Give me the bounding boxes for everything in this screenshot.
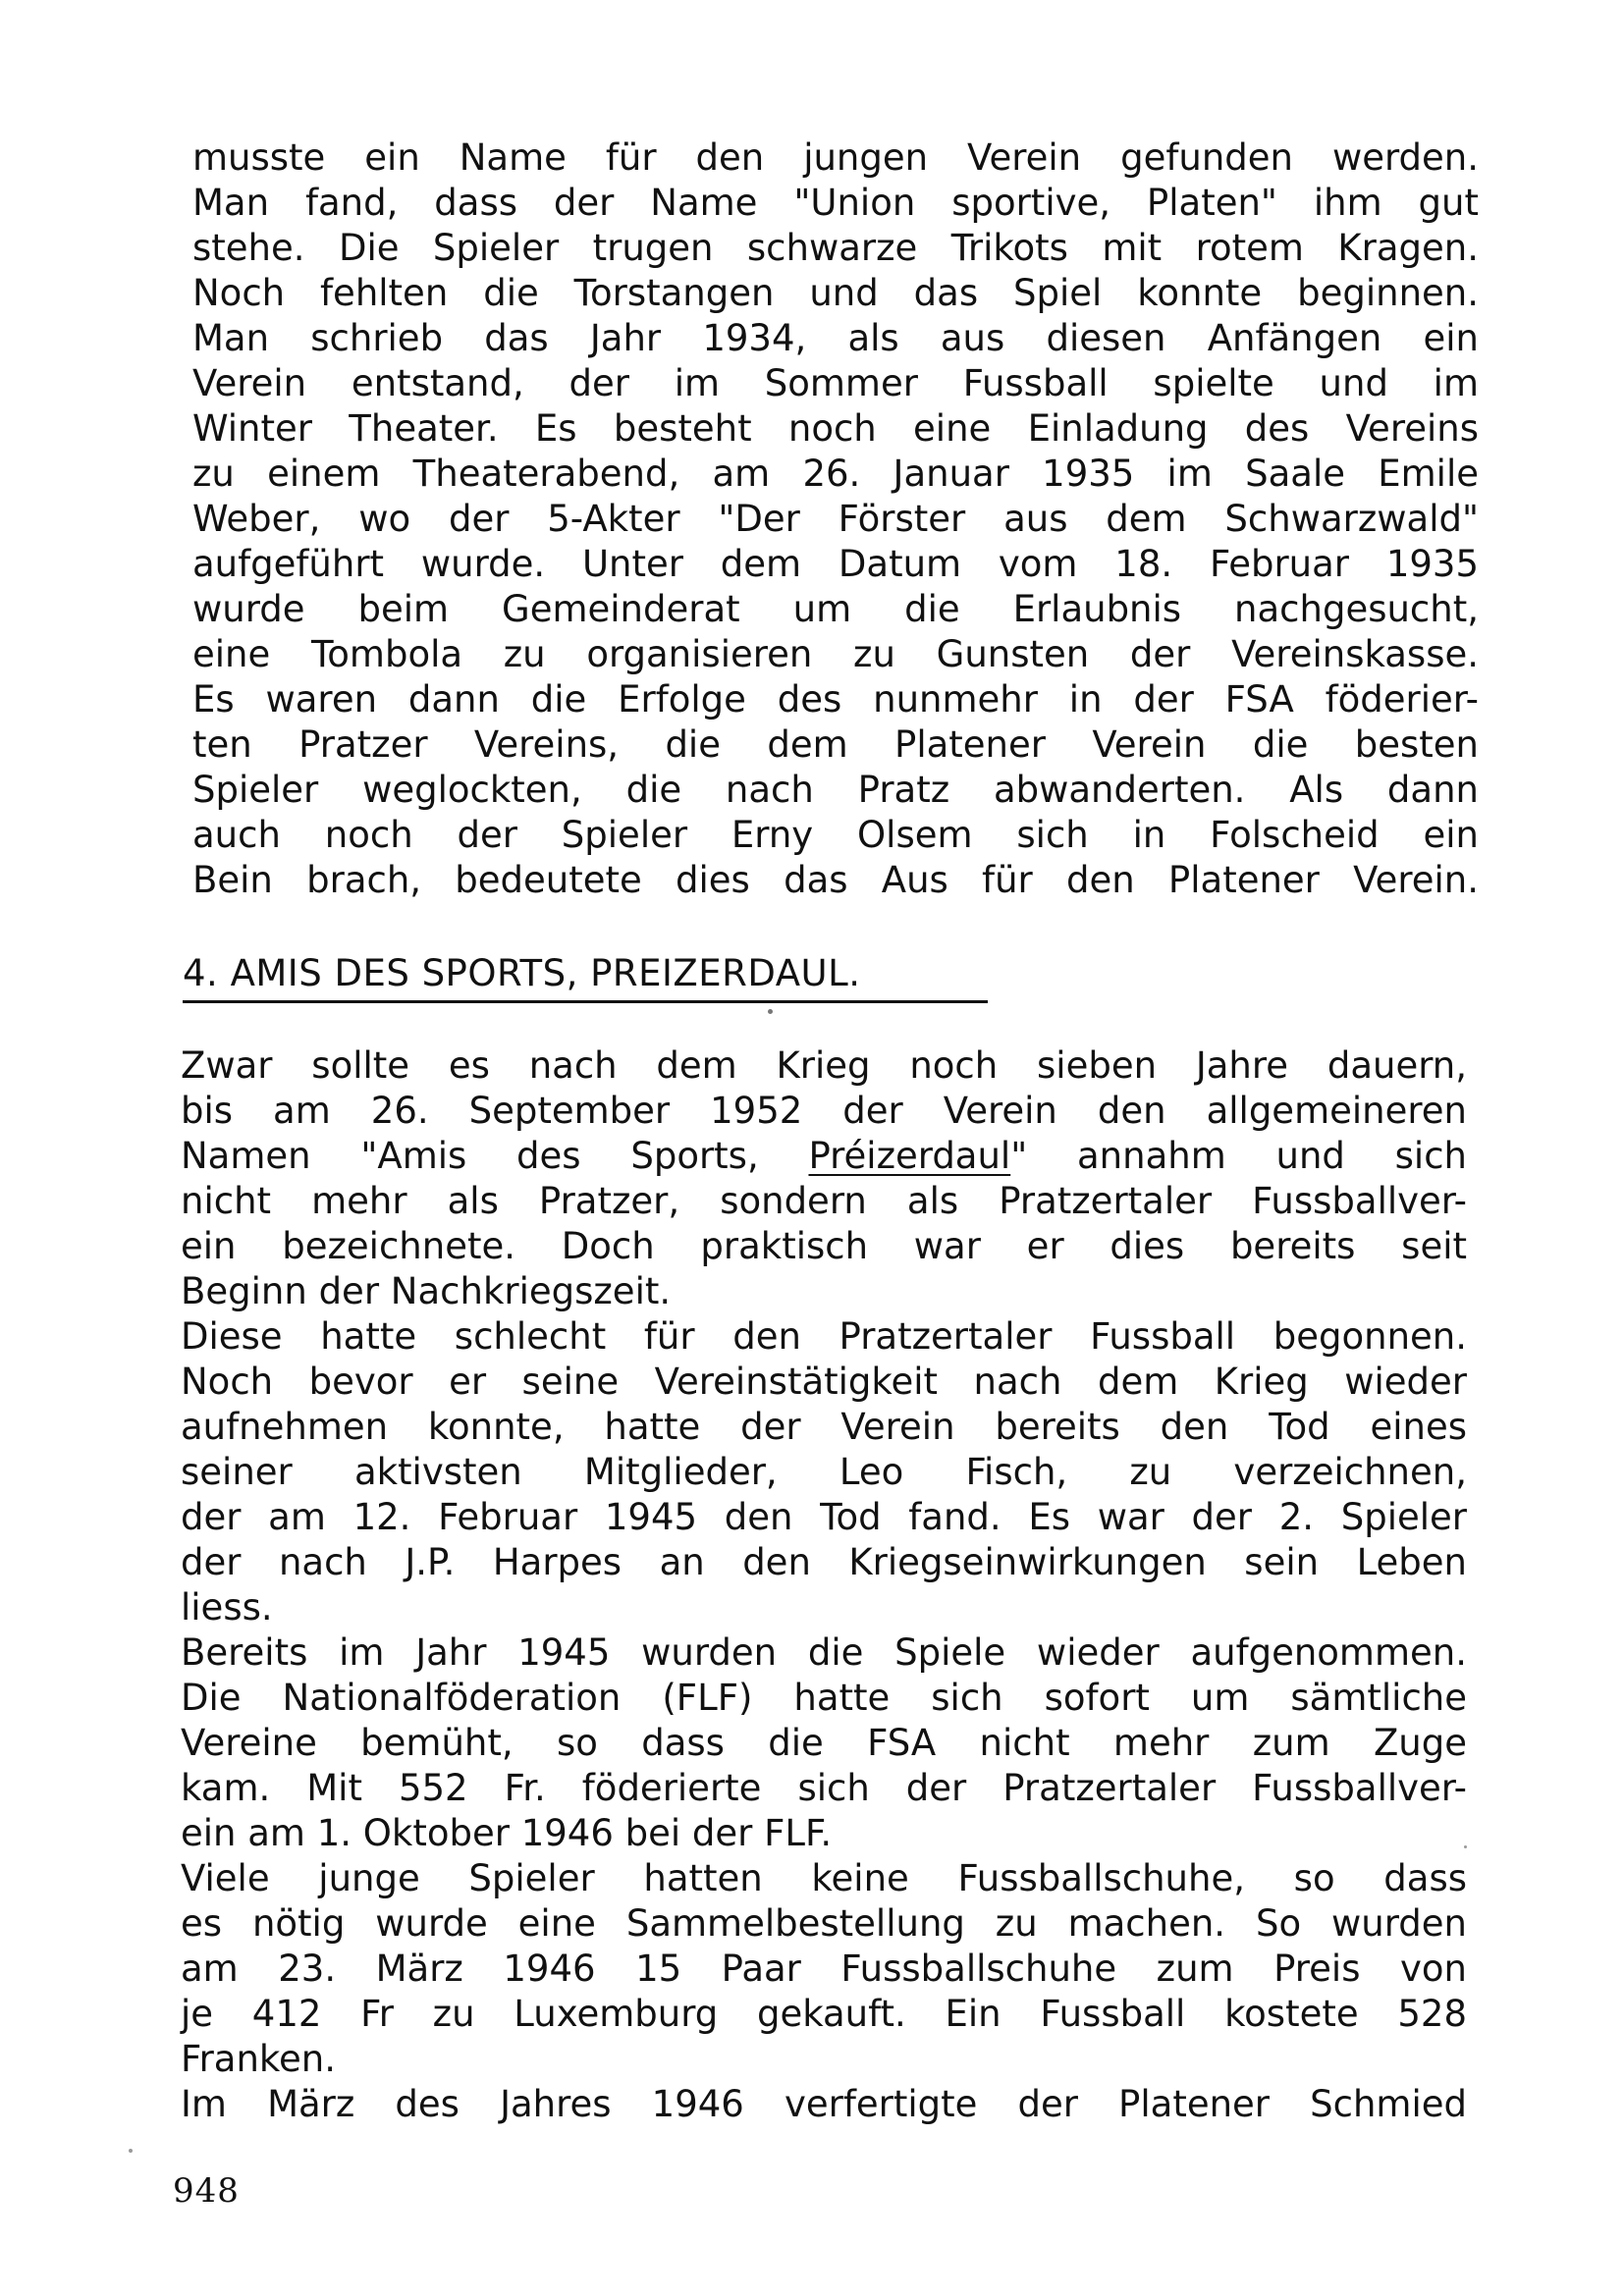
- text-line: kam. Mit 552 Fr. föderierte sich der Pratzertaler Fussballver-: [181, 1767, 1467, 1809]
- text-line: Bein brach, bedeutete dies das Aus für den Platener Verein.: [192, 859, 1479, 901]
- text-line: Diese hatte schlecht für den Pratzertaler Fussball begonnen.: [181, 1315, 1467, 1358]
- text-line: eine Tombola zu organisieren zu Gunsten der Vereinskasse.: [192, 633, 1479, 675]
- text-line: Viele junge Spieler hatten keine Fussballschuhe, so dass: [181, 1857, 1467, 1899]
- paragraph-platen-club: [192, 135, 1479, 903]
- text-line: je 412 Fr zu Luxemburg gekauft. Ein Fussball kostete 528: [181, 1993, 1467, 2035]
- underlined-place-name: Préizerdaul: [808, 1135, 1011, 1177]
- text-line: zu einem Theaterabend, am 26. Januar 1935 im Saale Emile: [192, 453, 1479, 495]
- text-line: ten Pratzer Vereins, die dem Platener Verein die besten: [192, 723, 1479, 766]
- text-line: auch noch der Spieler Erny Olsem sich in Folscheid ein: [192, 814, 1479, 856]
- text-line: der am 12. Februar 1945 den Tod fand. Es war der 2. Spieler: [181, 1496, 1467, 1538]
- text-line: Noch fehlten die Torstangen und das Spiel konnte beginnen.: [192, 272, 1479, 314]
- text-line: aufnehmen konnte, hatte der Verein bereits den Tod eines: [181, 1406, 1467, 1448]
- text-line: ein am 1. Oktober 1946 bei der FLF.: [181, 1812, 833, 1854]
- text-line: Im März des Jahres 1946 verfertigte der Platener Schmied: [181, 2083, 1467, 2125]
- text-line: es nötig wurde eine Sammelbestellung zu machen. So wurden: [181, 1902, 1467, 1945]
- text-line: Man schrieb das Jahr 1934, als aus diesen Anfängen ein: [192, 317, 1479, 359]
- text-line: Spieler weglockten, die nach Pratz abwanderten. Als dann: [192, 769, 1479, 811]
- text-line: Es waren dann die Erfolge des nunmehr in der FSA föderier-: [192, 678, 1479, 721]
- page-number: 948: [173, 2171, 240, 2211]
- text-line: ein bezeichnete. Doch praktisch war er dies bereits seit: [181, 1225, 1467, 1267]
- text-line: Noch bevor er seine Vereinstätigkeit nach dem Krieg wieder: [181, 1361, 1467, 1403]
- paragraph-amis-des-sports: [181, 1043, 1467, 2127]
- text-line: Verein entstand, der im Sommer Fussball spielte und im: [192, 362, 1479, 404]
- text-line: nicht mehr als Pratzer, sondern als Pratzertaler Fussballver-: [181, 1180, 1467, 1222]
- text-line-with-underline: [181, 1134, 1467, 1179]
- print-speck: [768, 1009, 773, 1014]
- text-line: wurde beim Gemeinderat um die Erlaubnis nachgesucht,: [192, 588, 1479, 630]
- text-line: Bereits im Jahr 1945 wurden die Spiele wieder aufgenommen.: [181, 1631, 1467, 1674]
- text-line: stehe. Die Spieler trugen schwarze Trikots mit rotem Kragen.: [192, 227, 1479, 269]
- text-line: Weber, wo der 5-Akter "Der Förster aus dem Schwarzwald": [192, 498, 1479, 540]
- section-heading: 4. AMIS DES SPORTS, PREIZERDAUL.: [183, 951, 988, 1003]
- text-fragment: Namen "Amis des Sports,: [181, 1135, 809, 1177]
- text-line: Franken.: [181, 2038, 337, 2080]
- text-line: Zwar sollte es nach dem Krieg noch sieben Jahre dauern,: [181, 1044, 1467, 1087]
- text-line: der nach J.P. Harpes an den Kriegseinwirkungen sein Leben: [181, 1541, 1467, 1583]
- text-line: am 23. März 1946 15 Paar Fussballschuhe zum Preis von: [181, 1948, 1467, 1990]
- text-line: Vereine bemüht, so dass die FSA nicht mehr zum Zuge: [181, 1722, 1467, 1764]
- text-line: bis am 26. September 1952 der Verein den allgemeineren: [181, 1090, 1467, 1132]
- print-speck: [129, 2149, 133, 2153]
- text-line: liess.: [181, 1586, 273, 1629]
- text-line: Man fand, dass der Name "Union sportive, Platen" ihm gut: [192, 182, 1479, 224]
- text-line: Winter Theater. Es besteht noch eine Einladung des Vereins: [192, 407, 1479, 450]
- text-line: Die Nationalföderation (FLF) hatte sich sofort um sämtliche: [181, 1677, 1467, 1719]
- text-fragment: " annahm und sich: [1010, 1135, 1467, 1177]
- text-line: seiner aktivsten Mitglieder, Leo Fisch, zu verzeichnen,: [181, 1451, 1467, 1493]
- text-line: aufgeführt wurde. Unter dem Datum vom 18. Februar 1935: [192, 543, 1479, 585]
- text-line: Beginn der Nachkriegszeit.: [181, 1270, 672, 1312]
- text-line: musste ein Name für den jungen Verein gefunden werden.: [192, 136, 1479, 179]
- print-speck: [1464, 1845, 1467, 1848]
